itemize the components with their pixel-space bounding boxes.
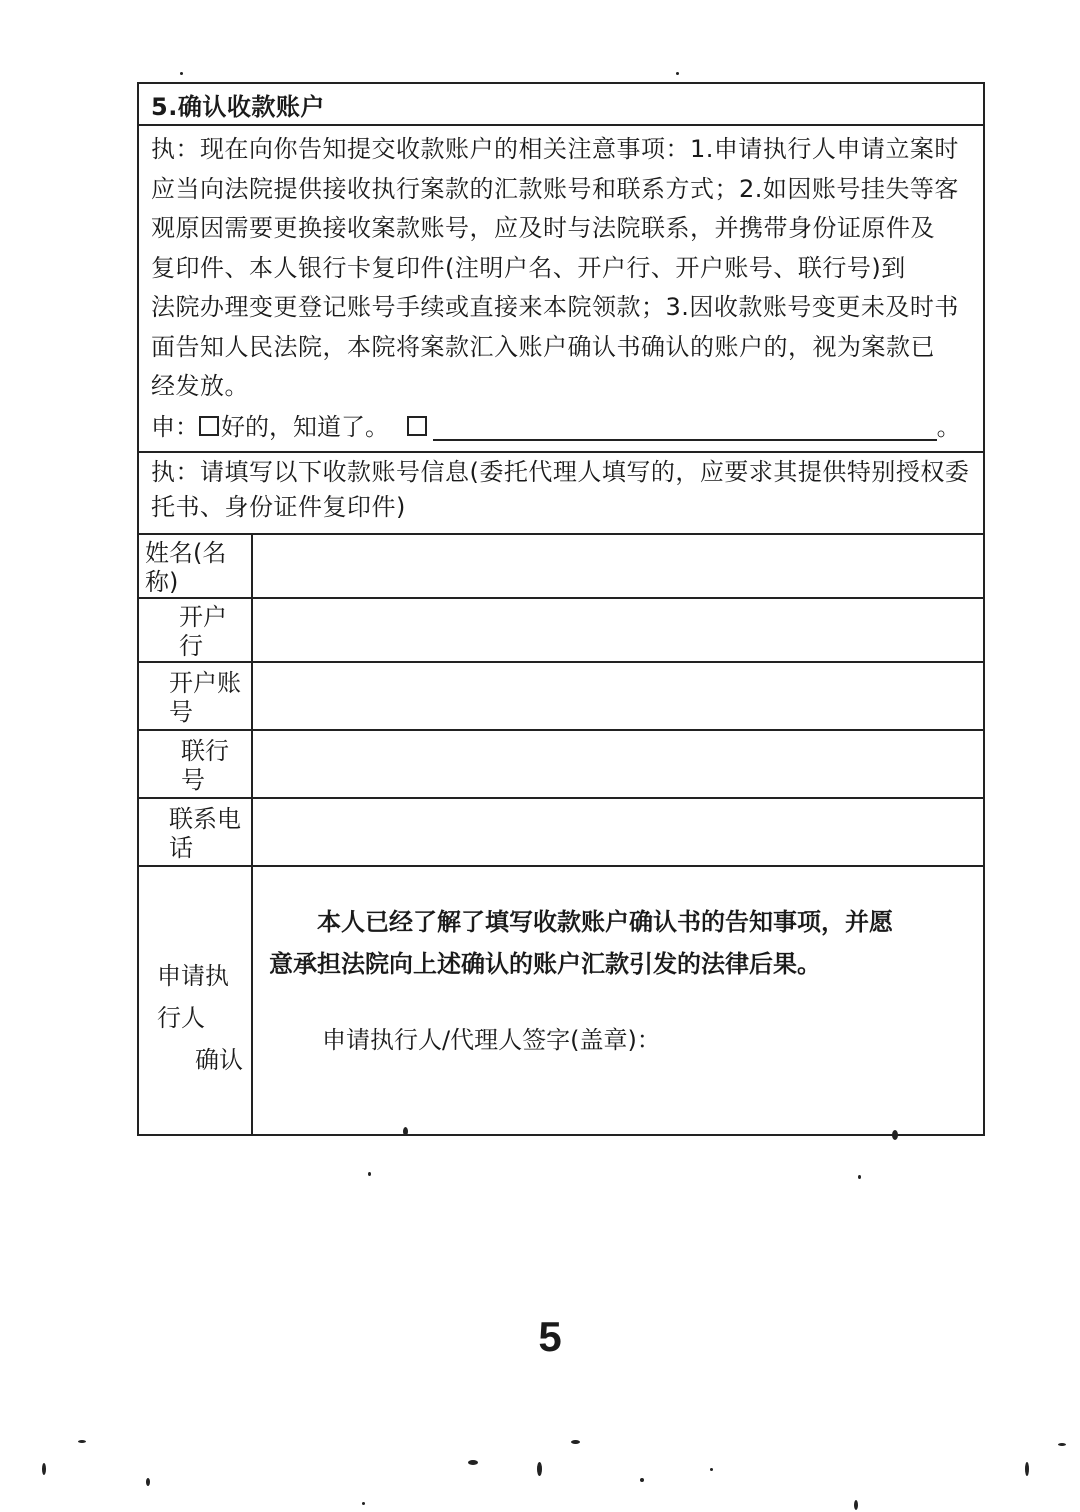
scan-speck (892, 1130, 898, 1140)
other-response-checkbox[interactable] (407, 416, 427, 436)
scan-speck (1025, 1462, 1029, 1476)
confirmation-row (139, 867, 983, 1134)
scan-speck (676, 72, 679, 75)
notice-row (139, 126, 983, 453)
notice-body (151, 130, 981, 407)
scan-speck (180, 72, 183, 75)
field-input-name[interactable] (253, 535, 983, 597)
reply-prefix: 申： (151, 413, 199, 441)
signature-label: 申请执行人/代理人签字(盖章)： (322, 1026, 661, 1054)
field-row-phone (139, 799, 983, 867)
scan-speck (710, 1468, 713, 1471)
field-label-cell (139, 731, 253, 797)
scan-speck (468, 1460, 478, 1465)
confirmation-label-cell (139, 867, 253, 1134)
field-input-bank[interactable] (253, 599, 983, 661)
notice-line: 法院办理变更登记账号手续或直接来本院领款；3.因收款账号变更未及时书 (151, 293, 959, 321)
scan-speck (42, 1463, 46, 1475)
field-input-account[interactable] (253, 663, 983, 729)
field-label-cell (139, 599, 253, 661)
field-label-bank-code: 联行号 (181, 737, 229, 794)
confirmation-label (157, 955, 247, 1081)
scan-speck (78, 1440, 86, 1443)
field-input-phone[interactable] (253, 799, 983, 865)
page-number: 5 (538, 1313, 562, 1360)
confirmation-statement (269, 901, 969, 985)
notice-line: 复印件、本人银行卡复印件(注明户名、开户行、开户账号、联行号)到 (151, 253, 906, 282)
instruction-text: 执：请填写以下收款账号信息(委托代理人填写的，应要求其提供特别授权委托书、身份证件复印件) (151, 458, 970, 521)
account-confirmation-form (137, 82, 985, 1136)
field-label-name: 姓名(名称) (145, 539, 227, 596)
confirmation-statement-line: 意承担法院向上述确认的账户汇款引发的法律后果。 (269, 950, 821, 978)
scan-speck (854, 1500, 858, 1510)
confirmation-label-line: 行人 (157, 1004, 205, 1032)
notice-line: 观原因需要更换接收案款账号，应及时与法院联系，并携带身份证原件及 (151, 214, 935, 242)
field-row-bank-code (139, 731, 983, 799)
field-label-account: 开户账号 (169, 669, 241, 726)
scan-speck (537, 1462, 542, 1476)
field-label-cell (139, 799, 253, 865)
notice-line: 经发放。 (151, 372, 249, 400)
field-row-bank (139, 599, 983, 663)
reply-line (151, 408, 961, 446)
field-input-bank-code[interactable] (253, 731, 983, 797)
field-label-bank: 开户行 (179, 603, 227, 660)
scan-speck (640, 1478, 644, 1482)
notice-line: 面告知人民法院，本院将案款汇入账户确认书确认的账户的，视为案款已 (151, 332, 935, 361)
section-title-row (139, 84, 983, 126)
scan-speck (368, 1172, 371, 1176)
scan-speck (571, 1440, 580, 1444)
field-label-cell (139, 535, 253, 597)
other-response-blank[interactable] (433, 417, 937, 441)
scan-speck (146, 1478, 150, 1486)
signature-area[interactable] (659, 1017, 959, 1107)
acknowledge-label: 好的，知道了。 (221, 413, 389, 441)
field-row-name (139, 535, 983, 599)
confirmation-label-line: 确认 (195, 1046, 243, 1074)
notice-line: 应当向法院提供接收执行案款的汇款账号和联系方式；2.如因账号挂失等客 (151, 174, 959, 203)
instruction-row (139, 453, 983, 535)
scan-speck (1058, 1443, 1066, 1446)
field-row-account (139, 663, 983, 731)
scan-speck (403, 1127, 408, 1136)
field-label-cell (139, 663, 253, 729)
field-label-phone: 联系电话 (169, 805, 241, 862)
section-title: 5.确认收款账户 (151, 93, 325, 121)
scan-speck (362, 1502, 365, 1505)
confirmation-statement-line: 本人已经了解了填写收款账户确认书的告知事项，并愿 (317, 908, 893, 936)
acknowledge-checkbox[interactable] (199, 416, 219, 436)
reply-end: 。 (936, 413, 961, 441)
notice-line: 执：现在向你告知提交收款账户的相关注意事项：1.申请执行人申请立案时 (151, 135, 959, 163)
confirmation-label-line: 申请执 (157, 962, 229, 990)
scan-speck (858, 1175, 861, 1179)
